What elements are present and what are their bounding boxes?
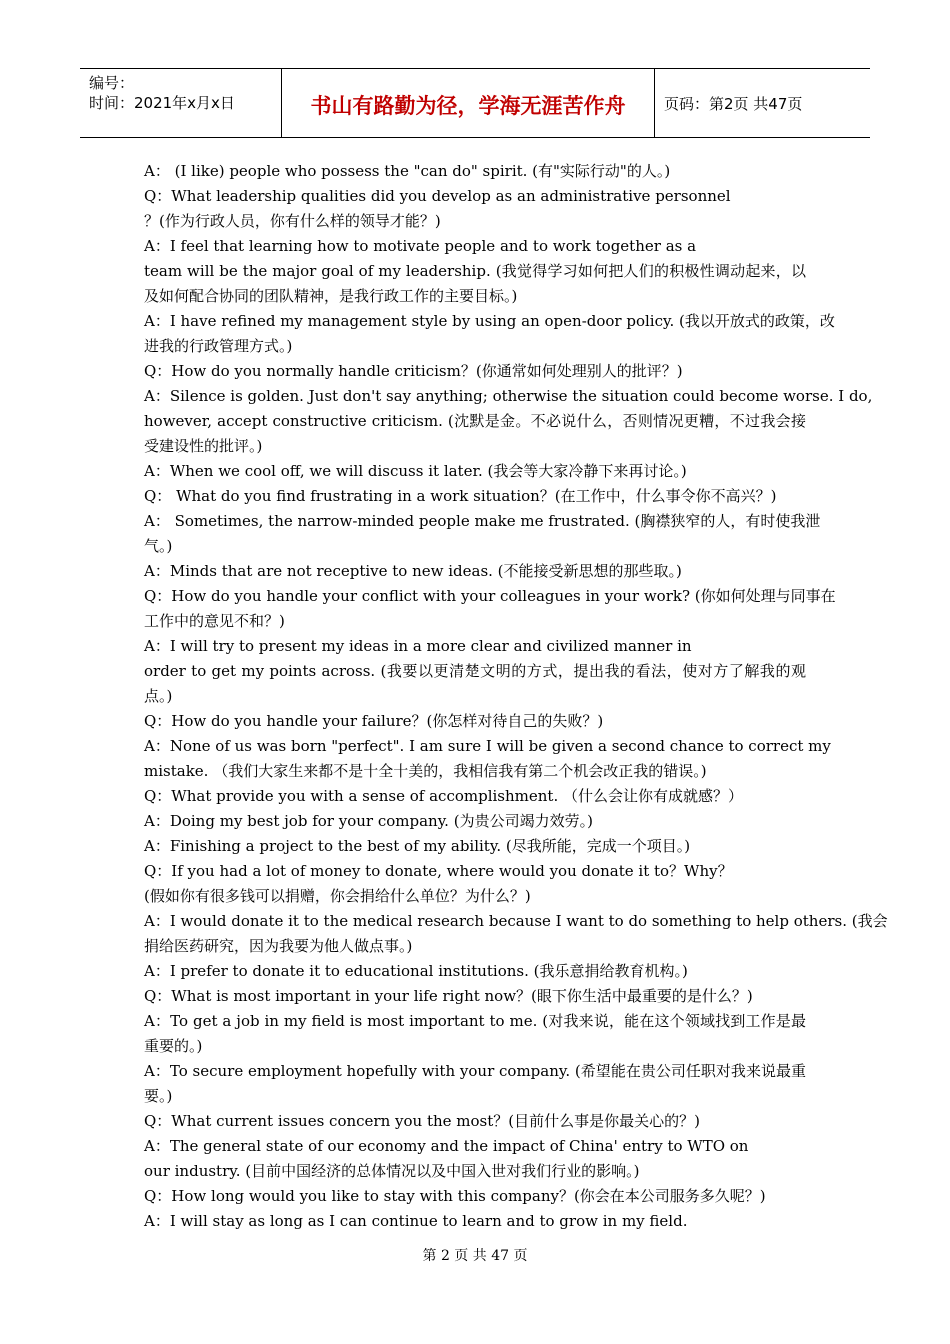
document-number-label: 编号： — [89, 74, 135, 92]
text-line: 工作中的意见不和？) — [144, 612, 285, 630]
header-meta — [80, 69, 282, 137]
header-page-info: 页码：第2页 共47页 — [664, 94, 803, 113]
text-line: A：I have refined my management style by using an open-door policy. (我以开放式的政策，改 — [144, 312, 835, 330]
text-line: Q：How do you handle your failure？(你怎样对待自己的失败？) — [144, 712, 604, 730]
text-line: A：To secure employment hopefully with your company. (希望能在贵公司任职对我来说最重 — [144, 1062, 806, 1080]
text-line: 气。) — [144, 537, 173, 555]
text-line: A：I prefer to donate it to educational institutions. (我乐意捐给教育机构。) — [144, 962, 688, 980]
text-line: A：Silence is golden. Just don't say anything; otherwise the situation could become worse. I do, — [144, 387, 873, 405]
text-line: mistake. （我们大家生来都不是十全十美的，我相信我有第二个机会改正我的错误。) — [144, 762, 707, 780]
text-line: A：I will try to present my ideas in a more clear and civilized manner in — [144, 637, 692, 655]
text-line: Q：How long would you like to stay with this company？(你会在本公司服务多久呢？) — [144, 1187, 766, 1205]
text-line: Q：What is most important in your life right now？(眼下你生活中最重要的是什么？) — [144, 987, 753, 1005]
text-line: team will be the major goal of my leadership. (我觉得学习如何把人们的积极性调动起来，以 — [144, 262, 806, 280]
document-date: 时间：2021年x月x日 — [89, 94, 235, 112]
text-line: Q：How do you normally handle criticism？(你通常如何处理别人的批评？) — [144, 362, 683, 380]
page-footer: 第 2 页 共 47 页 — [422, 1248, 528, 1264]
text-line: A： Sometimes, the narrow-minded people make me frustrated. (胸襟狭窄的人，有时使我泄 — [144, 512, 821, 530]
text-line: order to get my points across. (我要以更清楚文明的方式，提出我的看法，使对方了解我的观 — [144, 662, 806, 680]
text-line: Q： What do you find frustrating in a work situation？(在工作中，什么事令你不高兴？) — [144, 487, 777, 505]
text-line: 要。) — [144, 1087, 173, 1105]
text-line: A：Minds that are not receptive to new ideas. (不能接受新思想的那些取。) — [144, 562, 682, 580]
text-line: A：I would donate it to the medical research because I want to do something to help others. (我会 — [144, 912, 888, 930]
header-motto: 书山有路勤为径，学海无涯苦作舟 — [282, 69, 655, 137]
text-line: A：Finishing a project to the best of my ability. (尽我所能，完成一个项目。) — [144, 837, 691, 855]
text-line: A：I feel that learning how to motivate people and to work together as a — [144, 237, 697, 255]
text-line: (假如你有很多钱可以捐赠，你会捐给什么单位？为什么？) — [144, 887, 531, 905]
text-line: Q：How do you handle your conflict with your colleagues in your work? (你如何处理与同事在 — [144, 587, 836, 605]
text-line: Q：If you had a lot of money to donate, where would you donate it to？Why？ — [144, 862, 733, 880]
text-line: Q：What current issues concern you the most？(目前什么事是你最关心的？) — [144, 1112, 700, 1130]
text-line: A：The general state of our economy and the impact of China' entry to WTO on — [144, 1137, 749, 1155]
text-line: 受建设性的批评。) — [144, 437, 263, 455]
text-line: A：To get a job in my field is most important to me. (对我来说，能在这个领域找到工作是最 — [144, 1012, 806, 1030]
text-line: A：When we cool off, we will discuss it later. (我会等大家冷静下来再讨论。) — [144, 462, 687, 480]
page-header — [80, 68, 870, 138]
text-line: 及如何配合协同的团队精神，是我行政工作的主要目标。) — [144, 287, 518, 305]
text-line: 捐给医药研究，因为我要为他人做点事。) — [144, 937, 413, 955]
text-line: A：None of us was born "perfect". I am sure I will be given a second chance to correct my — [144, 737, 831, 755]
text-line: Q：What provide you with a sense of accomplishment. （什么会让你有成就感？） — [144, 787, 743, 805]
text-line: A：I will stay as long as I can continue to learn and to grow in my field. — [144, 1212, 688, 1230]
text-line: A：Doing my best job for your company. (为贵公司竭力效劳。) — [144, 812, 593, 830]
text-line: our industry. (目前中国经济的总体情况以及中国入世对我们行业的影响。) — [144, 1162, 640, 1180]
text-line: ？(作为行政人员，你有什么样的领导才能？) — [144, 212, 441, 230]
text-line: 进我的行政管理方式。) — [144, 337, 293, 355]
text-line: Q：What leadership qualities did you develop as an administrative personnel — [144, 187, 731, 205]
text-line: 点。) — [144, 687, 173, 705]
document-body — [144, 159, 888, 1234]
text-line: 重要的。) — [144, 1037, 203, 1055]
text-line: however, accept constructive criticism. (沈默是金。不必说什么，否则情况更糟，不过我会接 — [144, 412, 806, 430]
text-line: A： (I like) people who possess the "can do" spirit. (有"实际行动"的人。) — [144, 162, 671, 180]
